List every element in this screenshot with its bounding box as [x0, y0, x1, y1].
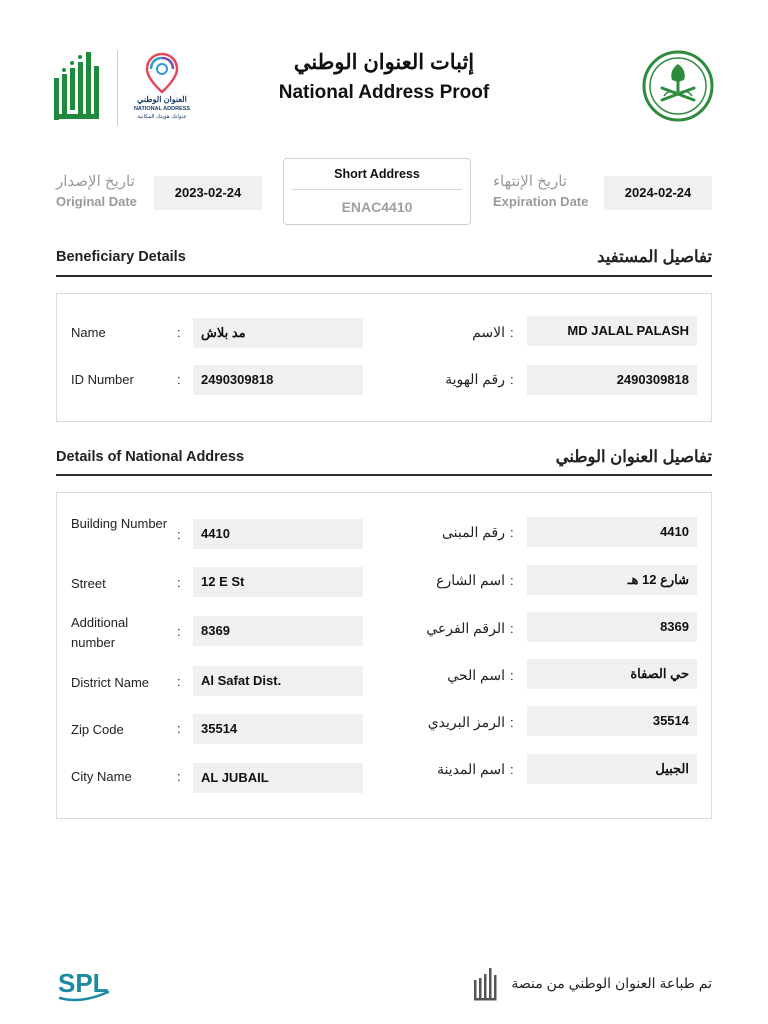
colon: :: [510, 621, 514, 636]
expiration-date-label-en: Expiration Date: [493, 194, 589, 209]
district-name-value-left: Al Safat Dist.: [193, 666, 363, 696]
district-name-label: District Name: [71, 675, 150, 690]
id-number-value-right: 2490309818: [527, 365, 697, 395]
street-label-ar: اسم الشارع: [436, 572, 505, 588]
colon: :: [177, 325, 181, 340]
address-title-en: Details of National Address: [56, 449, 245, 465]
zip-code-value-right: 35514: [527, 706, 697, 736]
building-number-label-ar: رقم المبنى: [441, 524, 505, 540]
short-address-box: [283, 158, 471, 225]
colon: :: [177, 721, 181, 736]
additional-number-value-right: 8369: [527, 612, 697, 642]
short-address-divider: [292, 189, 462, 190]
footer-text: تم طباعة العنوان الوطني من منصة: [511, 975, 712, 991]
na-logo-tagline: عنوانك هويتك المكانية: [137, 114, 187, 120]
na-logo-en: NATIONAL ADDRESS: [133, 106, 191, 112]
building-number-value-right: 4410: [527, 517, 697, 547]
short-address-title: Short Address: [334, 167, 420, 181]
colon: :: [177, 624, 181, 639]
national-address-logo: [130, 52, 194, 124]
original-date-label-en: Original Date: [56, 194, 137, 209]
original-date-value: 2023-02-24: [154, 176, 262, 210]
colon: :: [177, 674, 181, 689]
id-number-value-left: 2490309818: [193, 365, 363, 395]
beneficiary-panel: [56, 293, 712, 422]
colon: :: [510, 668, 514, 683]
id-number-label-ar: رقم الهوية: [445, 371, 505, 387]
expiration-date-value: 2024-02-24: [604, 176, 712, 210]
beneficiary-title-en: Beneficiary Details: [56, 249, 186, 265]
colon: :: [510, 372, 514, 387]
name-value-left: مد بلاش: [193, 318, 363, 348]
additional-number-label-ar: الرقم الفرعي: [426, 620, 505, 636]
address-title-ar: تفاصيل العنوان الوطني: [555, 448, 712, 466]
name-value-right: MD JALAL PALASH: [527, 316, 697, 346]
colon: :: [177, 372, 181, 387]
colon: :: [510, 573, 514, 588]
colon: :: [510, 325, 514, 340]
colon: :: [177, 769, 181, 784]
colon: :: [510, 715, 514, 730]
street-value-left: 12 E St: [193, 567, 363, 597]
zip-code-label-ar: الرمز البريدي: [427, 714, 505, 730]
colon: :: [177, 527, 181, 542]
address-divider: [56, 474, 712, 476]
district-name-label-ar: اسم الحي: [447, 667, 505, 683]
street-label: Street: [71, 576, 106, 591]
building-number-label: Building Number: [71, 516, 168, 531]
absher-logo: [52, 48, 104, 124]
name-label-ar: الاسم: [472, 324, 505, 340]
short-address-value: ENAC4410: [341, 199, 413, 215]
zip-code-label: Zip Code: [71, 722, 124, 737]
saudi-emblem: [642, 50, 714, 122]
id-number-label: ID Number: [71, 372, 134, 387]
additional-number-value-left: 8369: [193, 616, 363, 646]
district-name-value-right: حي الصفاة: [527, 659, 697, 689]
city-name-label: City Name: [71, 769, 132, 784]
logo-divider: [117, 50, 118, 126]
beneficiary-divider: [56, 275, 712, 277]
spl-logo: [56, 962, 112, 1004]
absher-small-logo: [473, 966, 499, 1004]
colon: :: [510, 762, 514, 777]
city-name-value-right: الجبيل: [527, 754, 697, 784]
title-arabic: إثبات العنوان الوطني: [293, 51, 475, 74]
building-number-value-left: 4410: [193, 519, 363, 549]
na-logo-ar: العنوان الوطني: [137, 95, 187, 104]
street-value-right: شارع 12 هـ: [527, 565, 697, 595]
original-date-label-ar: تاريخ الإصدار: [56, 173, 135, 190]
additional-number-label: Additional number: [71, 615, 129, 650]
beneficiary-title-ar: تفاصيل المستفيد: [597, 248, 712, 266]
title-english: National Address Proof: [278, 82, 490, 103]
city-name-value-left: AL JUBAIL: [193, 763, 363, 793]
name-label: Name: [71, 325, 106, 340]
colon: :: [177, 575, 181, 590]
location-pin-icon: [144, 52, 180, 94]
spl-logo-text: SPL: [58, 968, 109, 998]
expiration-date-label-ar: تاريخ الإنتهاء: [493, 173, 567, 190]
zip-code-value-left: 35514: [193, 714, 363, 744]
city-name-label-ar: اسم المدينة: [436, 761, 505, 777]
colon: :: [510, 525, 514, 540]
